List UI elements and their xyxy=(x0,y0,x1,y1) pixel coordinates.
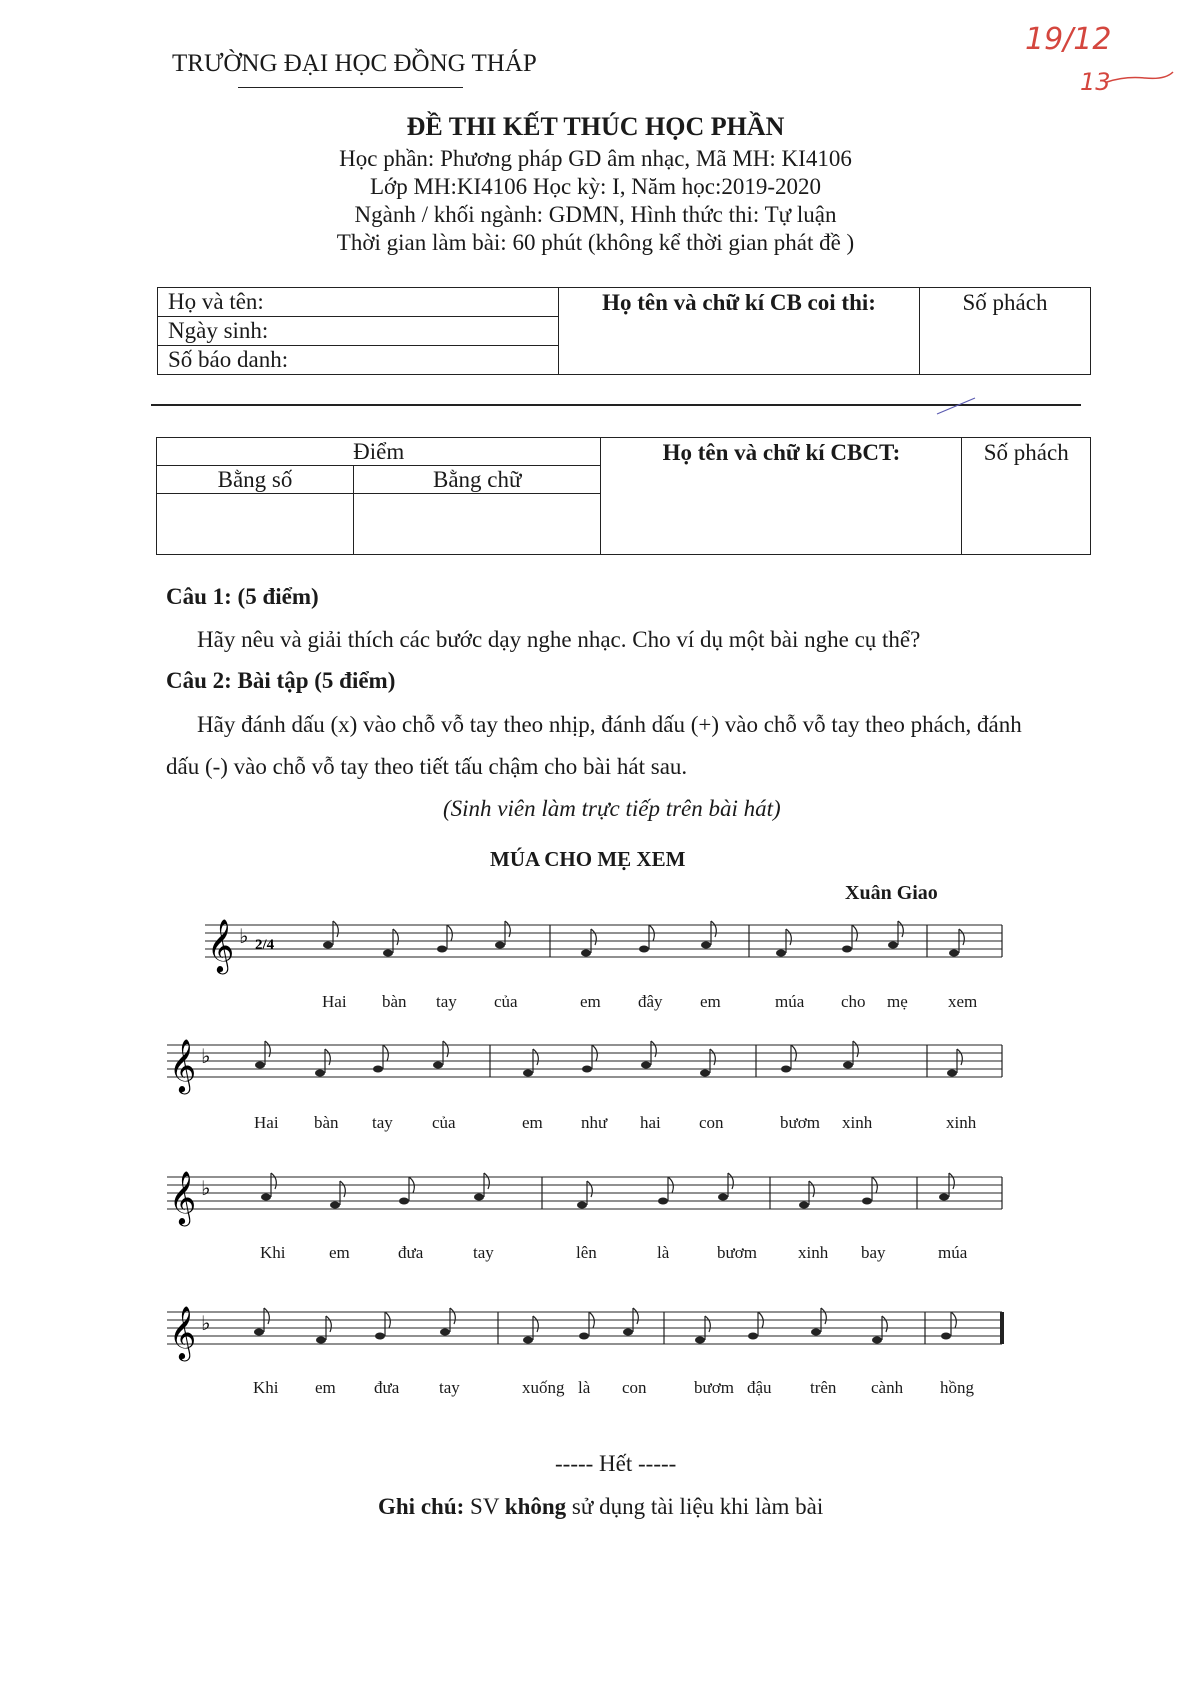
school-underline xyxy=(238,87,463,88)
student-info-table xyxy=(157,287,1091,375)
note-head xyxy=(658,1198,668,1205)
lyric-word: tay xyxy=(439,1378,460,1397)
note-head xyxy=(316,1337,326,1344)
code-label-2: Số phách xyxy=(983,440,1069,465)
note-flag xyxy=(882,1316,887,1332)
lyric-word: xinh xyxy=(798,1243,829,1262)
end-marker: ----- Hết ----- xyxy=(555,1451,677,1476)
note-flag xyxy=(651,1041,656,1057)
lyric-word: cho xyxy=(841,992,866,1011)
time-signature: 2/4 xyxy=(255,937,275,953)
note-head xyxy=(495,942,505,949)
note-flag xyxy=(333,921,338,937)
handwritten-note-number: 13 xyxy=(1080,68,1111,96)
score-number-cell xyxy=(157,494,354,555)
exam-major: Ngành / khối ngành: GDMN, Hình thức thi: Tự luận xyxy=(354,202,837,227)
lyric-word: là xyxy=(578,1378,591,1397)
note-head xyxy=(639,946,649,953)
score-words-label: Bằng chữ xyxy=(354,466,601,494)
question-2-text-line2: dấu (-) vào chỗ vỗ tay theo tiết tấu chậm cho bài hát sau. xyxy=(166,754,688,779)
note-head xyxy=(440,1329,450,1336)
exam-duration: Thời gian làm bài: 60 phút (không kể thời gian phát đề ) xyxy=(336,230,855,255)
proctor-label: Họ tên và chữ kí CB coi thi: xyxy=(602,290,876,315)
treble-clef-icon: 𝄞 xyxy=(207,918,235,972)
note-flag xyxy=(957,1049,962,1065)
lyric-word: xinh xyxy=(842,1113,873,1132)
lyric-word: Hai xyxy=(254,1113,279,1132)
footer-note-label: Ghi chú: xyxy=(378,1494,465,1519)
handwritten-note-date: 19/12 xyxy=(1025,22,1112,57)
lyric-word: Khi xyxy=(253,1378,279,1397)
lyric-word: xem xyxy=(948,992,978,1011)
pen-mark xyxy=(935,396,980,416)
flat-icon: ♭ xyxy=(201,1311,211,1335)
handwritten-stroke xyxy=(1105,68,1175,88)
student-id-label: Số báo danh: xyxy=(158,346,559,375)
note-head xyxy=(949,950,959,957)
question-2-text-line1: Hãy đánh dấu (x) vào chỗ vỗ tay theo nhịp, đánh dấu (+) vào chỗ vỗ tay theo phách, đánh xyxy=(197,712,1022,737)
note-flag xyxy=(443,1041,448,1057)
exam-course: Học phần: Phương pháp GD âm nhạc, Mã MH: KI4106 xyxy=(339,146,852,171)
note-head xyxy=(579,1333,589,1340)
note-flag xyxy=(705,1316,710,1332)
lyric-word: của xyxy=(432,1113,456,1132)
lyric-word: bàn xyxy=(314,1113,339,1132)
note-flag xyxy=(271,1173,276,1189)
note-head xyxy=(695,1337,705,1344)
footer-note-pre: SV xyxy=(470,1494,500,1519)
lyric-word: đưa xyxy=(374,1378,400,1397)
lyric-word: xuống xyxy=(522,1378,565,1397)
note-head xyxy=(623,1329,633,1336)
note-flag xyxy=(326,1316,331,1332)
note-head xyxy=(330,1202,340,1209)
footer-note-post: sử dụng tài liệu khi làm bài xyxy=(571,1494,824,1519)
note-head xyxy=(842,946,852,953)
school-name: TRƯỜNG ĐẠI HỌC ĐỒNG THÁP xyxy=(172,50,537,77)
lyric-word: con xyxy=(699,1113,724,1132)
staff-4 xyxy=(0,1292,1191,1402)
lyric-word: cành xyxy=(871,1378,904,1397)
lyric-word: múa xyxy=(938,1243,968,1262)
lyric-word: con xyxy=(622,1378,647,1397)
question-1-text: Hãy nêu và giải thích các bước dạy nghe nhạc. Cho ví dụ một bài nghe cụ thể? xyxy=(197,627,921,652)
lyric-word: hồng xyxy=(940,1378,974,1397)
dob-label: Ngày sinh: xyxy=(158,317,559,346)
lyric-word: bươm xyxy=(780,1113,820,1132)
lyric-word: bươm xyxy=(694,1378,734,1397)
code-label-1: Số phách xyxy=(962,290,1048,315)
lyric-word: mẹ xyxy=(887,992,908,1011)
lyric-word: tay xyxy=(473,1243,494,1262)
note-flag xyxy=(325,1049,330,1065)
lyric-word: đây xyxy=(638,992,663,1011)
note-head xyxy=(799,1202,809,1209)
exam-class: Lớp MH:KI4106 Học kỳ: I, Năm học:2019-2020 xyxy=(369,174,821,199)
lyric-word: trên xyxy=(810,1378,837,1397)
note-flag xyxy=(949,1173,954,1189)
note-flag xyxy=(821,1308,826,1324)
note-flag xyxy=(853,1041,858,1057)
lyric-word: em xyxy=(522,1113,543,1132)
treble-clef-icon: 𝄞 xyxy=(169,1038,197,1092)
score-table xyxy=(156,437,1091,555)
treble-clef-icon: 𝄞 xyxy=(169,1305,197,1359)
note-head xyxy=(941,1333,951,1340)
note-flag xyxy=(393,929,398,945)
note-flag xyxy=(786,929,791,945)
score-label: Điểm xyxy=(157,438,601,466)
question-2-note: (Sinh viên làm trực tiếp trên bài hát) xyxy=(443,796,781,821)
note-head xyxy=(581,950,591,957)
lyric-word: lên xyxy=(576,1243,597,1262)
note-head xyxy=(781,1066,791,1073)
note-head xyxy=(315,1070,325,1077)
note-flag xyxy=(711,921,716,937)
student-name-label: Họ và tên: xyxy=(158,288,559,317)
lyric-word: em xyxy=(580,992,601,1011)
exam-title: ĐỀ THI KẾT THÚC HỌC PHẦN xyxy=(406,112,785,141)
note-head xyxy=(718,1194,728,1201)
footer-note-bold: không xyxy=(504,1494,567,1519)
note-head xyxy=(383,950,393,957)
lyric-word: như xyxy=(581,1113,608,1132)
note-flag xyxy=(505,921,510,937)
lyric-word: là xyxy=(657,1243,670,1262)
lyric-word: Hai xyxy=(322,992,347,1011)
footer-note xyxy=(378,1494,823,1520)
lyric-word: em xyxy=(315,1378,336,1397)
lyric-word: Khi xyxy=(260,1243,286,1262)
note-head xyxy=(437,946,447,953)
lyric-word: tay xyxy=(372,1113,393,1132)
note-flag xyxy=(591,929,596,945)
note-head xyxy=(748,1333,758,1340)
note-flag xyxy=(633,1308,638,1324)
lyric-word: bươm xyxy=(717,1243,757,1262)
lyric-word: của xyxy=(494,992,518,1011)
lyric-word: đưa xyxy=(398,1243,424,1262)
treble-clef-icon: 𝄞 xyxy=(169,1170,197,1224)
note-head xyxy=(523,1337,533,1344)
note-flag xyxy=(728,1173,733,1189)
lyric-word: múa xyxy=(775,992,805,1011)
question-1-title: Câu 1: (5 điểm) xyxy=(166,584,319,609)
note-flag xyxy=(533,1049,538,1065)
note-head xyxy=(701,942,711,949)
note-head xyxy=(523,1070,533,1077)
note-head xyxy=(582,1066,592,1073)
lyric-word: bay xyxy=(861,1243,886,1262)
note-head xyxy=(255,1062,265,1069)
song-composer: Xuân Giao xyxy=(845,882,938,904)
score-number-label: Bằng số xyxy=(157,466,354,494)
note-head xyxy=(433,1062,443,1069)
lyric-word: xinh xyxy=(946,1113,977,1132)
note-flag xyxy=(484,1173,489,1189)
note-head xyxy=(843,1062,853,1069)
note-flag xyxy=(710,1049,715,1065)
note-head xyxy=(700,1070,710,1077)
note-flag xyxy=(959,929,964,945)
flat-icon: ♭ xyxy=(201,1044,211,1068)
note-head xyxy=(862,1198,872,1205)
note-head xyxy=(776,950,786,957)
note-head xyxy=(474,1194,484,1201)
lyric-word: đậu xyxy=(747,1378,772,1397)
question-2-title: Câu 2: Bài tập (5 điểm) xyxy=(166,668,396,693)
flat-icon: ♭ xyxy=(239,924,249,948)
note-head xyxy=(323,942,333,949)
song-title: MÚA CHO MẸ XEM xyxy=(490,847,686,871)
note-flag xyxy=(264,1308,269,1324)
note-flag xyxy=(265,1041,270,1057)
lyric-word: bàn xyxy=(382,992,407,1011)
note-head xyxy=(811,1329,821,1336)
lyric-word: em xyxy=(329,1243,350,1262)
note-head xyxy=(254,1329,264,1336)
lyric-word: em xyxy=(700,992,721,1011)
score-words-cell xyxy=(354,494,601,555)
grader-label: Họ tên và chữ kí CBCT: xyxy=(662,440,901,465)
note-flag xyxy=(587,1181,592,1197)
note-head xyxy=(872,1337,882,1344)
note-flag xyxy=(533,1316,538,1332)
note-head xyxy=(375,1333,385,1340)
note-flag xyxy=(898,921,903,937)
note-head xyxy=(373,1066,383,1073)
lyric-word: hai xyxy=(640,1113,661,1132)
note-head xyxy=(888,942,898,949)
note-flag xyxy=(450,1308,455,1324)
note-flag xyxy=(340,1181,345,1197)
note-head xyxy=(399,1198,409,1205)
note-head xyxy=(261,1194,271,1201)
note-head xyxy=(947,1070,957,1077)
note-head xyxy=(939,1194,949,1201)
note-head xyxy=(641,1062,651,1069)
note-head xyxy=(577,1202,587,1209)
note-flag xyxy=(809,1181,814,1197)
lyric-word: tay xyxy=(436,992,457,1011)
flat-icon: ♭ xyxy=(201,1176,211,1200)
